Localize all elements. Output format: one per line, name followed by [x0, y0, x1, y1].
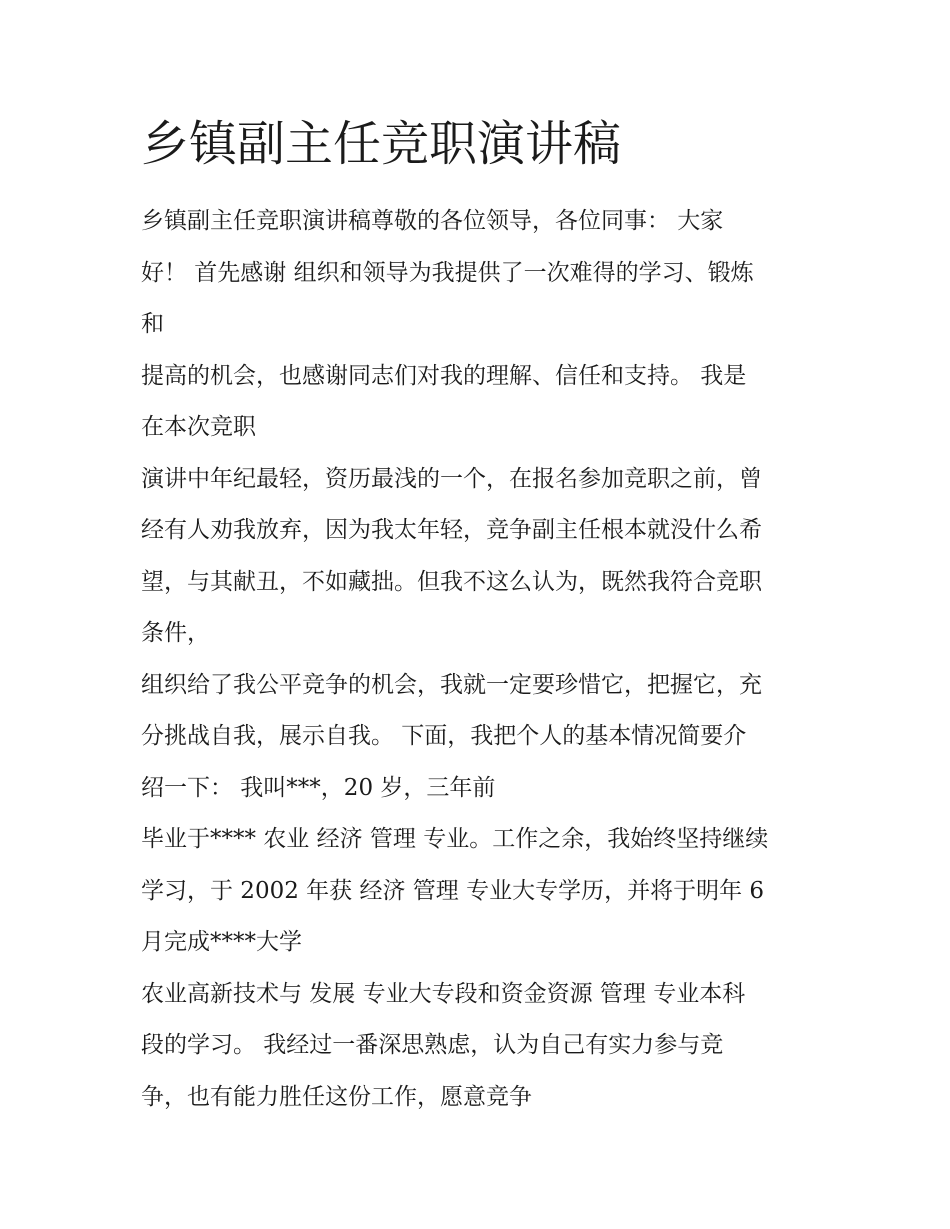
body-line: 经有人劝我放弃，因为我太年轻，竞争副主任根本就没什么希: [141, 517, 762, 543]
body-line: 望，与其献丑，不如藏拙。但我不这么认为，既然我符合竞职: [141, 568, 762, 595]
document-title: 乡镇副主任竞职演讲稿: [141, 116, 622, 172]
body-line: 好！ 首先感谢 组织和领导为我提供了一次难得的学习、锻炼: [141, 259, 754, 286]
body-line: 绍一下： 我叫***，20 岁，三年前: [141, 774, 496, 801]
body-line: 条件，: [141, 620, 210, 646]
document-body: [141, 196, 831, 1123]
body-line: 农业高新技术与 发展 专业大专段和资金资源 管理 专业本科: [141, 980, 746, 1007]
body-line: 分挑战自我，展示自我。 下面，我把个人的基本情况简要介: [141, 723, 747, 749]
body-line: 月完成****大学: [141, 929, 302, 955]
body-line: 段的学习。 我经过一番深思熟虑，认为自己有实力参与竞: [141, 1032, 724, 1058]
body-line: 和: [141, 311, 164, 337]
body-line: 毕业于**** 农业 经济 管理 专业。工作之余，我始终坚持继续: [141, 826, 769, 852]
body-line: 提高的机会，也感谢同志们对我的理解、信任和支持。 我是: [141, 362, 747, 389]
body-line: 组织给了我公平竞争的机会，我就一定要珍惜它，把握它，充: [141, 671, 762, 698]
body-line: 乡镇副主任竞职演讲稿尊敬的各位领导，各位同事： 大家: [141, 208, 724, 234]
body-line: 演讲中年纪最轻，资历最浅的一个，在报名参加竞职之前，曾: [141, 465, 762, 492]
body-line: 学习，于 2002 年获 经济 管理 专业大专学历，并将于明年 6: [141, 877, 765, 904]
body-line: 争，也有能力胜任这份工作，愿意竞争: [141, 1083, 532, 1110]
body-line: 在本次竞职: [141, 414, 256, 440]
